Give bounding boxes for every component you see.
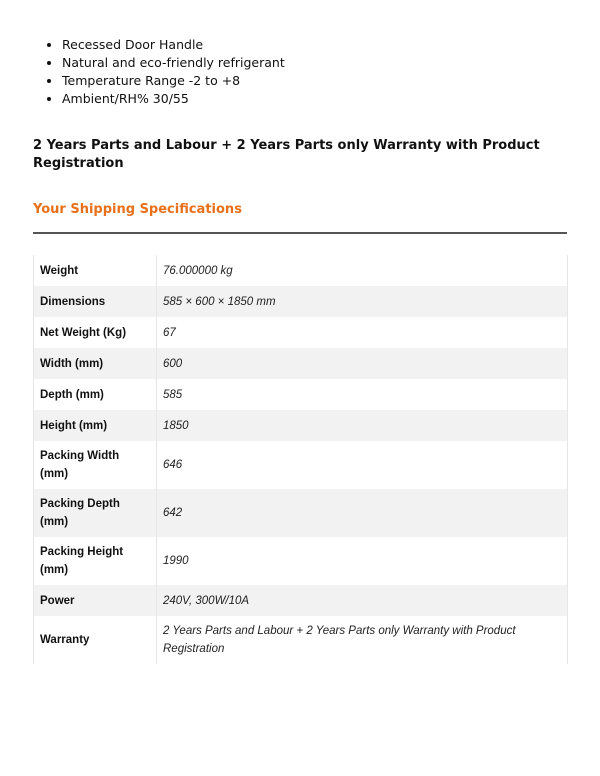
spec-value: 2 Years Parts and Labour + 2 Years Parts only Warranty with Product Registration [157,616,568,664]
table-row [34,379,568,410]
table-row [34,616,568,664]
spec-label: Warranty [34,616,157,664]
feature-item: • Natural and eco-friendly refrigerant [62,54,285,72]
shipping-specs-table [33,255,568,664]
section-divider [33,232,567,234]
spec-label: Dimensions [34,286,157,317]
feature-list [44,36,285,108]
spec-label: Packing Depth (mm) [34,489,157,537]
table-row [34,537,568,585]
spec-value: 1850 [157,410,568,441]
spec-value: 585 × 600 × 1850 mm [157,286,568,317]
spec-label: Packing Height (mm) [34,537,157,585]
spec-value: 600 [157,348,568,379]
spec-label: Power [34,585,157,616]
feature-item: • Ambient/RH% 30/55 [62,90,285,108]
spec-value: 1990 [157,537,568,585]
warranty-heading: 2 Years Parts and Labour + 2 Years Parts only Warranty with Product Registration [33,138,540,171]
spec-value: 642 [157,489,568,537]
shipping-specifications-heading: Your Shipping Specifications [33,202,242,217]
table-row [34,286,568,317]
table-row [34,441,568,489]
table-row [34,317,568,348]
feature-item: • Temperature Range -2 to +8 [62,72,285,90]
feature-item: • Recessed Door Handle [62,36,285,54]
table-row [34,585,568,616]
table-row [34,348,568,379]
spec-label: Depth (mm) [34,379,157,410]
spec-label: Weight [34,255,157,286]
spec-label: Packing Width (mm) [34,441,157,489]
spec-value: 585 [157,379,568,410]
table-row [34,255,568,286]
spec-label: Net Weight (Kg) [34,317,157,348]
spec-value: 240V, 300W/10A [157,585,568,616]
spec-label: Width (mm) [34,348,157,379]
table-row [34,410,568,441]
spec-value: 646 [157,441,568,489]
table-row [34,489,568,537]
spec-label: Height (mm) [34,410,157,441]
spec-value: 76.000000 kg [157,255,568,286]
spec-value: 67 [157,317,568,348]
